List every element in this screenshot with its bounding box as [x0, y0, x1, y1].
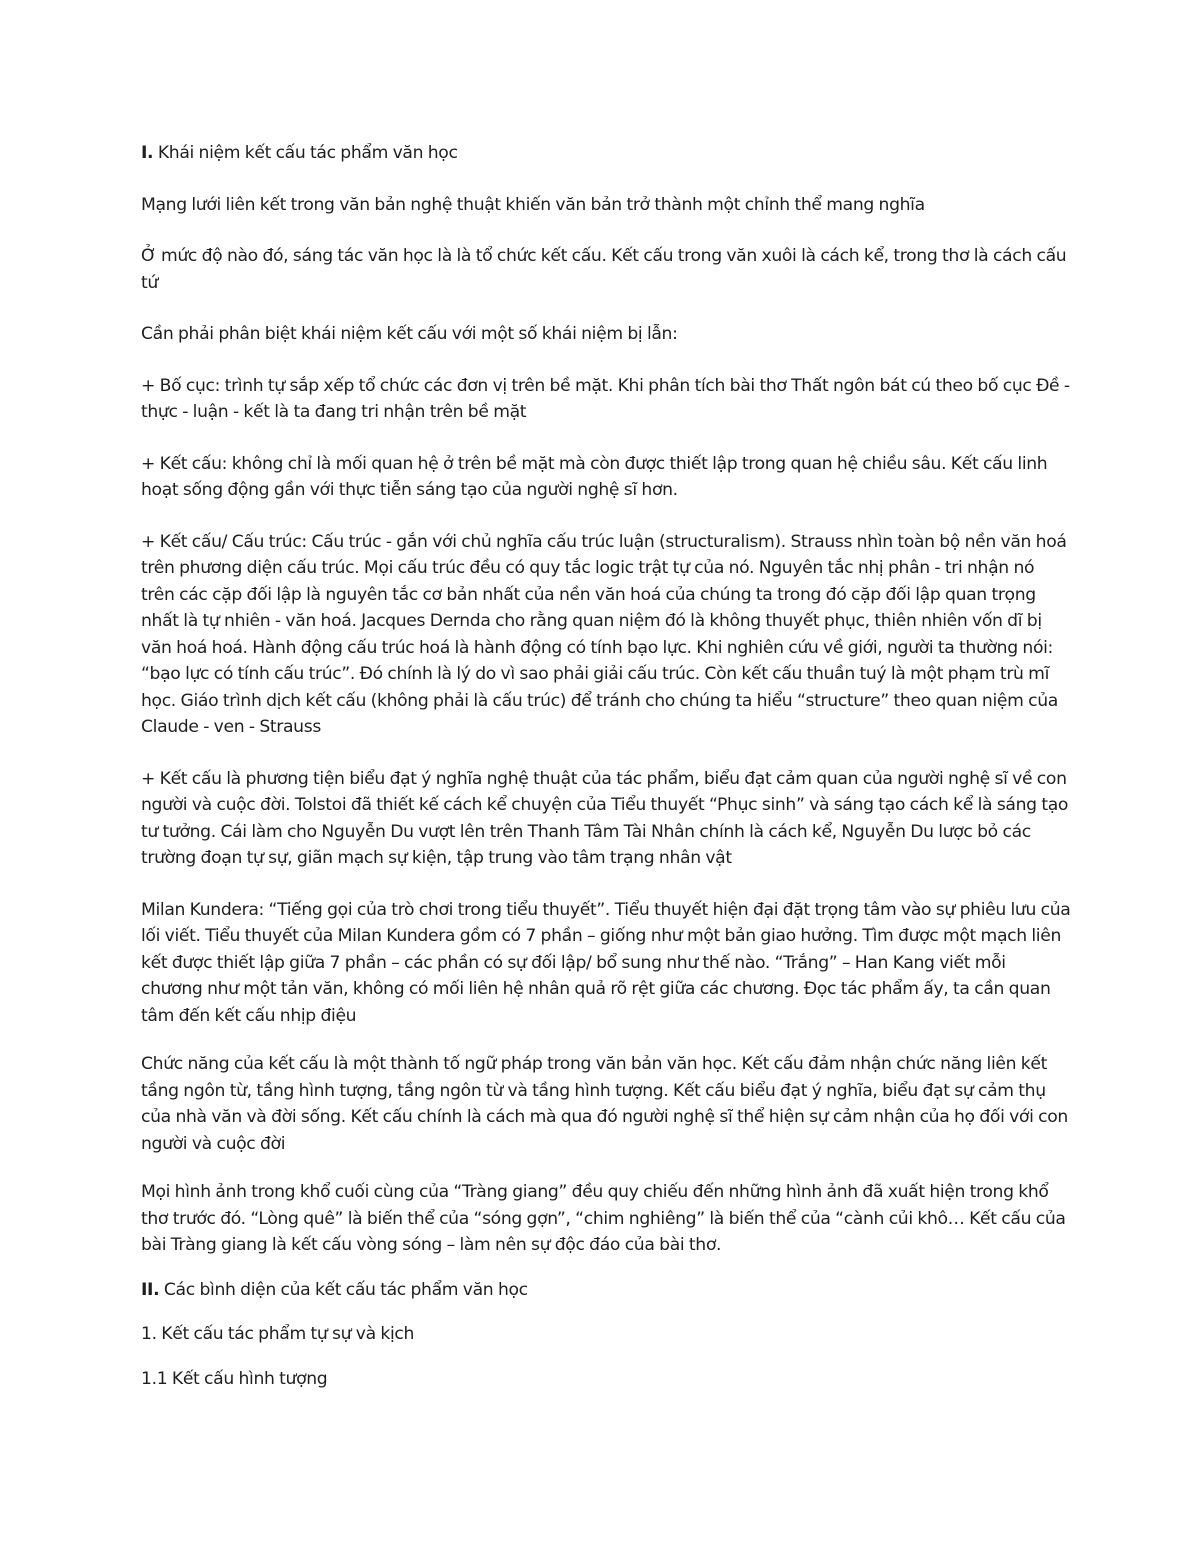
- paragraph-4: + Bố cục: trình tự sắp xếp tổ chức các đơn vị trên bề mặt. Khi phân tích bài thơ Thất ngôn bát cú theo bố cục Đề - thực - luận - kết là ta đang tri nhận trên bề mặt: [141, 375, 1070, 422]
- section-heading-1: [141, 140, 1071, 167]
- paragraph-9: Chức năng của kết cấu là một thành tố ngữ pháp trong văn bản văn học. Kết cấu đảm nhận chức năng liên kết tầng ngôn từ, tầng hình tượng, tầng ngôn từ và tầng hình tượng. Kết cấu biểu đạt ý nghĩa, biểu đạt sự cảm thụ của nhà văn và đời sống. Kết cấu chính là cách mà qua đó người nghệ sĩ thể hiện sự cảm nhận của họ đối với con người và cuộc đời: [141, 1054, 1068, 1154]
- section-title-1: Khái niệm kết cấu tác phẩm văn học: [157, 143, 458, 163]
- section-heading-2: [141, 1277, 1071, 1304]
- section-number-2: II.: [141, 1279, 160, 1300]
- paragraph-7: + Kết cấu là phương tiện biểu đạt ý nghĩa nghệ thuật của tác phẩm, biểu đạt cảm quan của người nghệ sĩ về con người và cuộc đời. Tolstoi đã thiết kế cách kể chuyện của Tiểu thuyết “Phục sinh” và sáng tạo cách kể là sáng tạo tư tưởng. Cái làm cho Nguyễn Du vượt lên trên Thanh Tâm Tài Nhân chính là cách kể, Nguyễn Du lược bỏ các trường đoạn tự sự, giãn mạch sự kiện, tập trung vào tâm trạng nhân vật: [141, 768, 1069, 868]
- paragraph-3: Cần phải phân biệt khái niệm kết cấu với một số khái niệm bị lẫn:: [141, 324, 678, 344]
- section-title-2: Các bình diện của kết cấu tác phẩm văn học: [163, 1279, 528, 1300]
- paragraph-5: + Kết cấu: không chỉ là mối quan hệ ở trên bề mặt mà còn được thiết lập trong quan hệ chiều sâu. Kết cấu linh hoạt sống động gần với thực tiễn sáng tạo của người nghệ sĩ hơn.: [141, 453, 1048, 500]
- paragraph-8: Milan Kundera: “Tiếng gọi của trò chơi trong tiểu thuyết”. Tiểu thuyết hiện đại đặt trọng tâm vào sự phiêu lưu của lối viết. Tiểu thuyết của Milan Kundera gồm có 7 phần – giống như một bản giao hưởng. Tìm được một mạch liên kết được thiết lập giữa 7 phần – các phần có sự đối lập/ bổ sung như thế nào. “Trắng” – Han Kang viết mỗi chương như một tản văn, không có mối liên hệ nhân quả rõ rệt giữa các chương. Đọc tác phẩm ấy, ta cần quan tâm đến kết cấu nhịp điệu: [141, 899, 1071, 1026]
- section-number-1: I.: [141, 143, 154, 163]
- paragraph-6: + Kết cấu/ Cấu trúc: Cấu trúc - gắn với chủ nghĩa cấu trúc luận (structuralism). Strauss nhìn toàn bộ nền văn hoá trên phương diện cấu trúc. Mọi cấu trúc đều có quy tắc logic trật tự của nó. Nguyên tắc nhị phân - tri nhận nó trên các cặp đối lập là nguyên tắc cơ bản nhất của nền văn hoá của chúng ta trong đó cặp đối lập quan trọng nhất là tự nhiên - văn hoá. Jacques Dernda cho rằng quan niệm đó là không thuyết phục, thiên nhiên vốn dĩ bị văn hoá hoá. Hành động cấu trúc hoá là hành động có tính bạo lực. Khi nghiên cứu về giới, người ta thường nói: “bạo lực có tính cấu trúc”. Đó chính là lý do vì sao phải giải cấu trúc. Còn kết cấu thuần tuý là một phạm trù mĩ học. Giáo trình dịch kết cấu (không phải là cấu trúc) để tránh cho chúng ta hiểu “structure” theo quan niệm của Claude - ven - Strauss: [141, 531, 1067, 737]
- paragraph-1: Mạng lưới liên kết trong văn bản nghệ thuật khiến văn bản trở thành một chỉnh thể mang nghĩa: [141, 194, 925, 215]
- paragraph-10: Mọi hình ảnh trong khổ cuối cùng của “Tràng giang” đều quy chiếu đến những hình ảnh đã xuất hiện trong khổ thơ trước đó. “Lòng quê” là biến thể của “sóng gợn”, “chim nghiêng” là biến thể của “cành củi khô… Kết cấu của bài Tràng giang là kết cấu vòng sóng – làm nên sự độc đáo của bài thơ.: [141, 1182, 1066, 1255]
- paragraph-2: Ở mức độ nào đó, sáng tác văn học là là tổ chức kết cấu. Kết cấu trong văn xuôi là cách kể, trong thơ là cách cấu tứ: [141, 246, 1067, 293]
- subheading-1: 1. Kết cấu tác phẩm tự sự và kịch: [141, 1324, 415, 1344]
- document-page: [141, 140, 1071, 1392]
- subheading-2: 1.1 Kết cấu hình tượng: [141, 1368, 328, 1389]
